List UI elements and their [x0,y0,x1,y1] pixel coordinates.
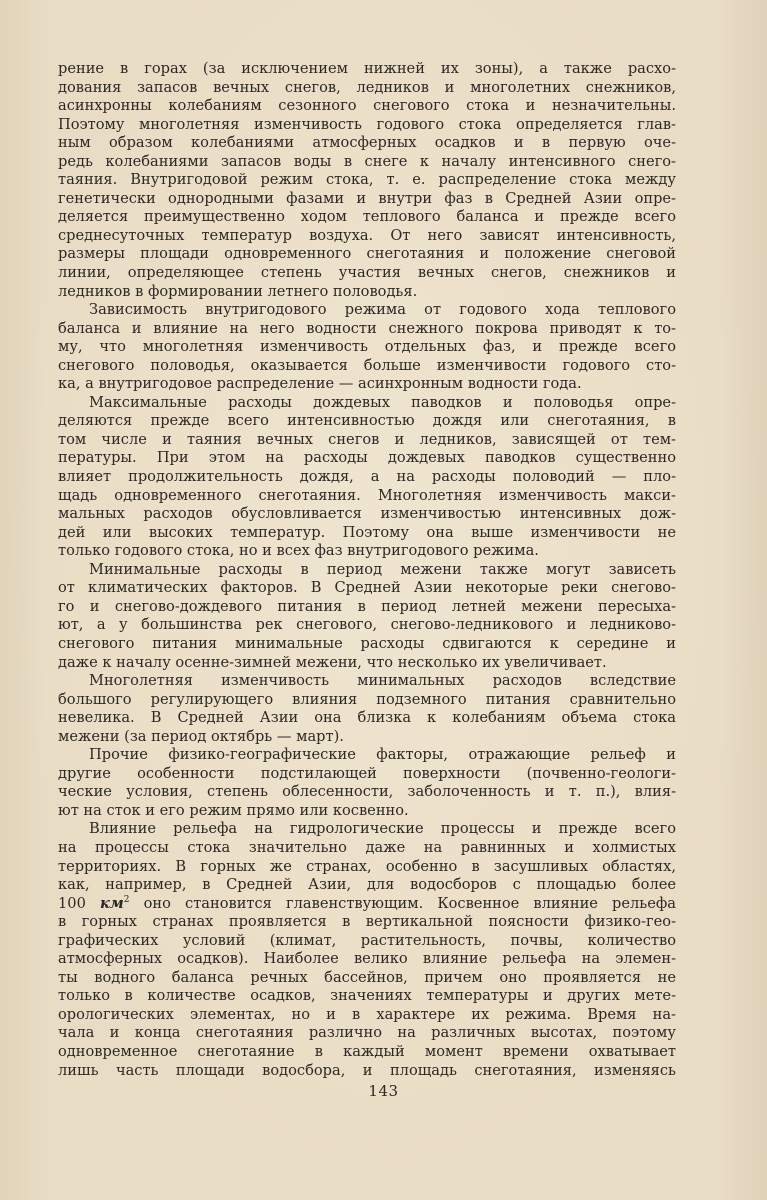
text-line: ческие условия, степень облесенности, заболоченность и т. п.), влия- [58,783,676,801]
text-line: генетически однородными фазами и внутри фаз в Средней Азии опре- [58,189,676,207]
text-line: в горных странах проявляется в вертикальной поясности физико-гео- [58,913,676,931]
text-line: снегового половодья, оказывается больше изменчивости годового сто- [58,356,676,374]
text-line: Многолетняя изменчивость минимальных расходов вследствие [89,672,676,690]
text-line: влияет продолжительность дождя, а на расходы половодий — пло- [58,468,676,486]
text-line: ледников в формировании летнего половодья. [58,282,418,300]
page-number: 143 [368,1082,399,1100]
area-line-rest: оно становится главенствующим. Косвенное влияние рельефа [143,894,677,912]
text-line: Минимальные расходы в период межени также могут зависеть [89,560,676,578]
text-line: щадь одновременного снеготаяния. Многолетняя изменчивость макси- [58,486,676,504]
text-line: ным образом колебаниями атмосферных осадков и в первую оче- [58,134,676,152]
paragraph [58,561,676,672]
text-line: большого регулирующего влияния подземного питания сравнительно [58,690,676,708]
text-line: таяния. Внутригодовой режим стока, т. е. распределение стока между [58,171,676,189]
area-unit: км [99,894,124,912]
text-line: редь колебаниями запасов воды в снеге к началу интенсивного снего- [58,152,676,170]
text-line: орологических элементах, но и в характере их режима. Время на- [58,1005,676,1023]
paragraph [58,394,676,561]
text-line: межени (за период октябрь — март). [58,727,344,745]
text-line: асинхронны колебаниям сезонного снегового стока и незначительны. [58,97,676,115]
text-line: го и снегово-дождевого питания в период летней межени пересыха- [58,597,676,615]
text-line: среднесуточных температур воздуха. От него зависят интенсивность, [58,226,676,244]
text-line: территориях. В горных же странах, особенно в засушливых областях, [58,857,676,875]
paragraph [58,301,676,394]
text-line: деляется преимущественно ходом теплового баланса и прежде всего [58,208,676,226]
text-line: как, например, в Средней Азии, для водосборов с площадью более [58,876,676,894]
body-text [58,60,676,1080]
text-line: размеры площади одновременного снеготаяния и положение снеговой [58,245,676,263]
text-line: баланса и влияние на него водности снежного покрова приводят к то- [58,319,676,337]
text-line: дования запасов вечных снегов, ледников и многолетних снежников, [58,78,676,96]
text-line: Прочие физико-географические факторы, отражающие рельеф и [89,746,676,764]
text-line: снегового питания минимальные расходы сдвигаются к середине и [58,634,676,652]
text-line: от климатических факторов. В Средней Азии некоторые реки снегово- [58,579,676,597]
text-line: пературы. При этом на расходы дождевых паводков существенно [58,449,676,467]
text-line: лишь часть площади водосбора, и площадь снеготаяния, изменяясь [58,1061,676,1079]
text-line: линии, определяющее степень участия вечных снегов, снежников и [58,264,676,282]
text-line: на процессы стока значительно даже на равнинных и холмистых [58,838,676,856]
text-line [58,895,676,914]
text-line: другие особенности подстилающей поверхности (почвенно-геологи- [58,764,676,782]
text-line: только годового стока, но и всех фаз внутригодового режима. [58,542,539,560]
text-line: Максимальные расходы дождевых паводков и половодья опре- [89,393,676,411]
text-line: рение в горах (за исключением нижней их зоны), а также расхо- [58,60,676,77]
text-line: дей или высоких температур. Поэтому она выше изменчивости не [58,523,676,541]
paragraph [58,672,676,746]
text-line: графических условий (климат, растительность, почвы, количество [58,931,676,949]
text-line: деляются прежде всего интенсивностью дождя или снеготаяния, в [58,412,676,430]
area-value: 100 [58,894,86,912]
text-line: том числе и таяния вечных снегов и ледников, зависящей от тем- [58,430,676,448]
text-line: только в количестве осадков, значениях температуры и других мете- [58,987,676,1005]
text-line: ка, а внутригодовое распределение — асинхронным водности года. [58,375,582,393]
text-line: ты водного баланса речных бассейнов, причем оно проявляется не [58,968,676,986]
text-line: даже к началу осенне-зимней межени, что несколько их увеличивает. [58,653,607,671]
area-unit-power: 2 [123,894,130,905]
text-line: му, что многолетняя изменчивость отдельных фаз, и прежде всего [58,338,676,356]
text-line: Влияние рельефа на гидрологические процессы и прежде всего [89,820,676,838]
text-line: ют, а у большинства рек снегового, снегово-ледникового и ледниково- [58,616,676,634]
text-line: Поэтому многолетняя изменчивость годового стока определяется глав- [58,115,676,133]
text-line: невелика. В Средней Азии она близка к колебаниям объема стока [58,709,676,727]
paragraph [58,60,676,301]
text-line: мальных расходов обусловливается изменчивостью интенсивных дож- [58,505,676,523]
paragraph [58,820,676,1080]
text-line: одновременное снеготаяние в каждый момент времени охватывает [58,1042,676,1060]
text-line: Зависимость внутригодового режима от годового хода теплового [89,301,676,319]
paragraph [58,746,676,820]
text-line: ют на сток и его режим прямо или косвенно. [58,801,409,819]
text-line: чала и конца снеготаяния различно на различных высотах, поэтому [58,1024,676,1042]
text-line: атмосферных осадков). Наиболее велико влияние рельефа на элемен- [58,950,676,968]
